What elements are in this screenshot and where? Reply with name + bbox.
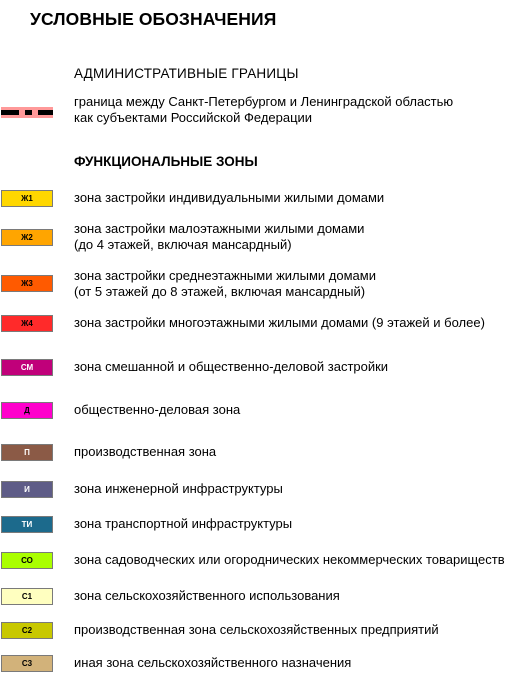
zone-label <box>74 552 505 568</box>
zone-color-swatch: Д <box>1 402 53 419</box>
zone-label-line1: иная зона сельскохозяйственного назначения <box>74 655 352 670</box>
zone-label <box>74 359 388 375</box>
zone-color-swatch: С3 <box>1 655 53 672</box>
zone-label-line1: зона транспортной инфраструктуры <box>74 516 293 531</box>
zone-label <box>74 268 376 300</box>
zone-label <box>74 315 485 331</box>
boundary-description-line1: граница между Санкт-Петербургом и Ленинградской областью <box>74 94 454 109</box>
zone-label <box>74 622 439 638</box>
zone-label-line1: зона сельскохозяйственного использования <box>74 588 340 603</box>
zone-color-swatch: Ж1 <box>1 190 53 207</box>
zone-label <box>74 402 240 418</box>
zone-color-swatch: Ж2 <box>1 229 53 246</box>
zone-label-line1: производственная зона сельскохозяйственных предприятий <box>74 622 439 637</box>
zone-label-line1: зона смешанной и общественно-деловой застройки <box>74 359 389 374</box>
zone-color-swatch: СО <box>1 552 53 569</box>
boundary-description <box>74 94 453 126</box>
zone-color-swatch: Ж3 <box>1 275 53 292</box>
zone-color-swatch: П <box>1 444 53 461</box>
functional-zones-heading: ФУНКЦИОНАЛЬНЫЕ ЗОНЫ <box>74 154 258 169</box>
zone-label-line1: зона застройки среднеэтажными жилыми домами <box>74 268 376 283</box>
zone-label <box>74 588 340 604</box>
zone-label <box>74 481 283 497</box>
boundary-dash <box>25 110 32 115</box>
zone-label-line1: зона инженерной инфраструктуры <box>74 481 283 496</box>
boundary-dash <box>38 110 53 115</box>
zone-label-line1: зона садоводческих или огороднических некоммерческих товариществ <box>74 552 505 567</box>
zone-label <box>74 516 292 532</box>
zone-label <box>74 221 364 253</box>
boundary-line-symbol <box>1 107 53 118</box>
zone-color-swatch: СМ <box>1 359 53 376</box>
zone-label-line2: (от 5 этажей до 8 этажей, включая мансардный) <box>74 284 366 299</box>
zone-color-swatch: Ж4 <box>1 315 53 332</box>
zone-label-line1: производственная зона <box>74 444 217 459</box>
zone-label-line1: зона застройки многоэтажными жилыми домами (9 этажей и более) <box>74 315 485 330</box>
zone-label-line1: зона застройки индивидуальными жилыми домами <box>74 190 385 205</box>
zone-color-swatch: И <box>1 481 53 498</box>
zone-color-swatch: С1 <box>1 588 53 605</box>
zone-label <box>74 190 384 206</box>
zone-label-line1: зона застройки малоэтажными жилыми домами <box>74 221 365 236</box>
zone-label <box>74 444 216 460</box>
boundary-dash <box>1 110 19 115</box>
zone-color-swatch: С2 <box>1 622 53 639</box>
zone-label-line2: (до 4 этажей, включая мансардный) <box>74 237 292 252</box>
boundary-description-line2: как субъектами Российской Федерации <box>74 110 313 125</box>
admin-boundaries-heading: АДМИНИСТРАТИВНЫЕ ГРАНИЦЫ <box>74 66 299 81</box>
legend-title: УСЛОВНЫЕ ОБОЗНАЧЕНИЯ <box>30 9 277 29</box>
zone-label-line1: общественно-деловая зона <box>74 402 241 417</box>
zone-label <box>74 655 351 671</box>
zone-color-swatch: ТИ <box>1 516 53 533</box>
